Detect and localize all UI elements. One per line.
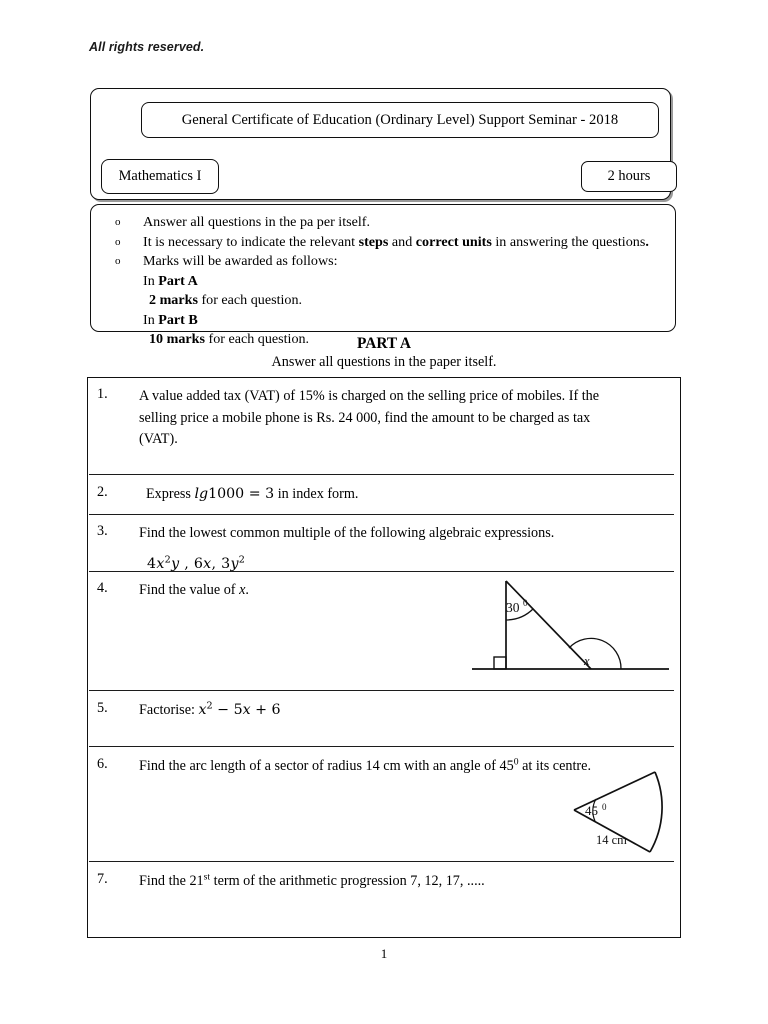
all-rights-reserved-notice: All rights reserved.: [89, 40, 205, 54]
instruction-item-2-text: [143, 233, 675, 253]
sector-angle-degree-symbol: 0: [602, 802, 607, 812]
instruction-item-1: [91, 213, 675, 233]
angle-30-label: 30: [506, 600, 520, 615]
instruction-2-suffix: in answering the questions: [491, 233, 646, 250]
bullet-circle-icon: o: [115, 235, 121, 248]
expr-b-variable-x: x: [203, 555, 212, 572]
question-7-number: 7.: [97, 871, 108, 887]
question-5-prefix: Factorise:: [139, 702, 199, 718]
bullet-circle-icon: o: [115, 255, 121, 267]
angle-x-label: x: [584, 654, 590, 668]
question-2-prefix: Express: [146, 486, 195, 502]
table-row: [88, 690, 682, 746]
table-row: [88, 571, 682, 690]
table-row: [88, 861, 682, 938]
instruction-item-1-text: Answer all questions in the pa per itself.: [143, 214, 371, 230]
part-a-marks-value: [91, 291, 675, 311]
question-1-number: 1.: [97, 386, 108, 402]
expr-a-exponent: 2: [164, 553, 172, 565]
expr-c-coefficient: 3: [221, 555, 231, 572]
question-7-text-a: Find the 21: [139, 873, 204, 889]
page-number: 1: [380, 946, 388, 961]
expr-separator-2: ,: [211, 555, 222, 572]
question-4-number: 4.: [97, 580, 108, 596]
instruction-2-bold-steps: steps: [358, 233, 389, 250]
question-2-log-symbol: lg: [194, 486, 209, 502]
question-6-number: 6.: [97, 756, 108, 772]
question-6-degree-symbol: 0: [513, 756, 519, 768]
question-2-text: [146, 484, 666, 506]
question-3-line-1: Find the lowest common multiple of the following algebraic expressions.: [139, 525, 555, 541]
expr-b-coefficient: 6: [193, 555, 204, 572]
right-triangle-figure: [466, 572, 682, 688]
question-1-line-3: (VAT).: [139, 431, 178, 447]
sector-radius-label: 14 cm: [596, 833, 627, 847]
question-2-equation: 1000 = 3: [208, 486, 275, 502]
part-b-marks-rest: for each question.: [204, 331, 310, 347]
question-4-text: [139, 580, 469, 602]
question-4-prefix: Find the value of: [139, 582, 240, 598]
table-row: [88, 377, 682, 474]
bullet-circle-icon: o: [115, 216, 121, 228]
q5-term-a: − 5: [212, 702, 243, 718]
table-row: [88, 746, 682, 861]
expr-a-variable-y: y: [171, 555, 180, 572]
q5-term-b: + 6: [250, 702, 281, 718]
question-6-text-a: Find the arc length of a sector of radius 14 cm with an angle of 45: [139, 758, 514, 774]
exam-header-box: [90, 88, 671, 200]
question-6-text-b: at its centre.: [518, 758, 591, 774]
expr-c-exponent: 2: [238, 553, 246, 565]
part-b-bold: Part B: [158, 311, 198, 328]
part-a-bold: Part A: [158, 272, 198, 289]
question-5-text: [139, 700, 664, 722]
part-a-title: PART A: [356, 335, 412, 352]
part-b-marks-label: [91, 311, 675, 331]
subject-pill: Mathematics I: [101, 159, 219, 194]
question-7-text-b: term of the arithmetic progression 7, 12, 17, .....: [210, 873, 485, 889]
part-a-heading-block: [87, 334, 681, 372]
part-a-marks-label: [91, 272, 675, 292]
question-4-variable: x: [239, 582, 246, 598]
instruction-2-mid: and: [388, 233, 416, 250]
q5-variable-x: x: [198, 702, 207, 718]
circle-sector-figure: [558, 764, 682, 860]
question-7-ordinal-suffix: st: [203, 871, 211, 883]
part-a-prefix: In: [143, 272, 159, 289]
instruction-item-2: [91, 233, 675, 253]
question-3-number: 3.: [97, 523, 108, 539]
question-5-number: 5.: [97, 700, 108, 716]
instruction-2-end: .: [645, 233, 649, 250]
expr-c-variable-y: y: [230, 555, 239, 572]
q5-variable-x2: x: [242, 702, 251, 718]
part-a-subtitle: Answer all questions in the paper itself.: [271, 354, 497, 370]
exam-title-pill: General Certificate of Education (Ordinary Level) Support Seminar - 2018: [141, 102, 659, 138]
instructions-box: [90, 204, 676, 347]
part-a-marks-rest: for each question.: [197, 292, 303, 308]
questions-table: [87, 377, 681, 938]
part-b-marks-bold: 10 marks: [149, 331, 205, 347]
table-row: [88, 474, 682, 514]
angle-30-degree-symbol: 0: [523, 598, 528, 608]
expr-a-coefficient: 4: [147, 555, 157, 572]
part-a-marks-bold: 2 marks: [149, 292, 198, 308]
question-1-line-1: A value added tax (VAT) of 15% is charged on the selling price of mobiles. If the: [139, 388, 600, 404]
part-b-prefix: In: [143, 311, 159, 328]
instruction-item-3: [91, 252, 675, 272]
table-row: [88, 514, 682, 571]
question-3-text: [139, 523, 664, 575]
instruction-2-bold-units: correct units: [415, 233, 492, 250]
q5-exponent: 2: [206, 700, 213, 712]
expr-a-variable-x: x: [156, 555, 165, 572]
instruction-2-prefix: It is necessary to indicate the relevant: [143, 233, 359, 250]
question-5-expression: [199, 702, 281, 718]
sector-angle-label: 45: [585, 803, 598, 818]
instruction-item-3-text: Marks will be awarded as follows:: [143, 253, 338, 269]
question-7-text: [139, 871, 664, 893]
question-2-number: 2.: [97, 484, 108, 500]
question-1-line-2: selling price a mobile phone is Rs. 24 000, find the amount to be charged as tax: [139, 409, 591, 426]
exam-paper-sheet: [87, 88, 681, 938]
question-4-suffix: .: [245, 582, 249, 598]
question-2-suffix: in index form.: [274, 486, 359, 502]
duration-pill: 2 hours: [581, 161, 677, 192]
question-1-text: [139, 386, 664, 451]
expr-separator-1: ,: [179, 555, 194, 572]
